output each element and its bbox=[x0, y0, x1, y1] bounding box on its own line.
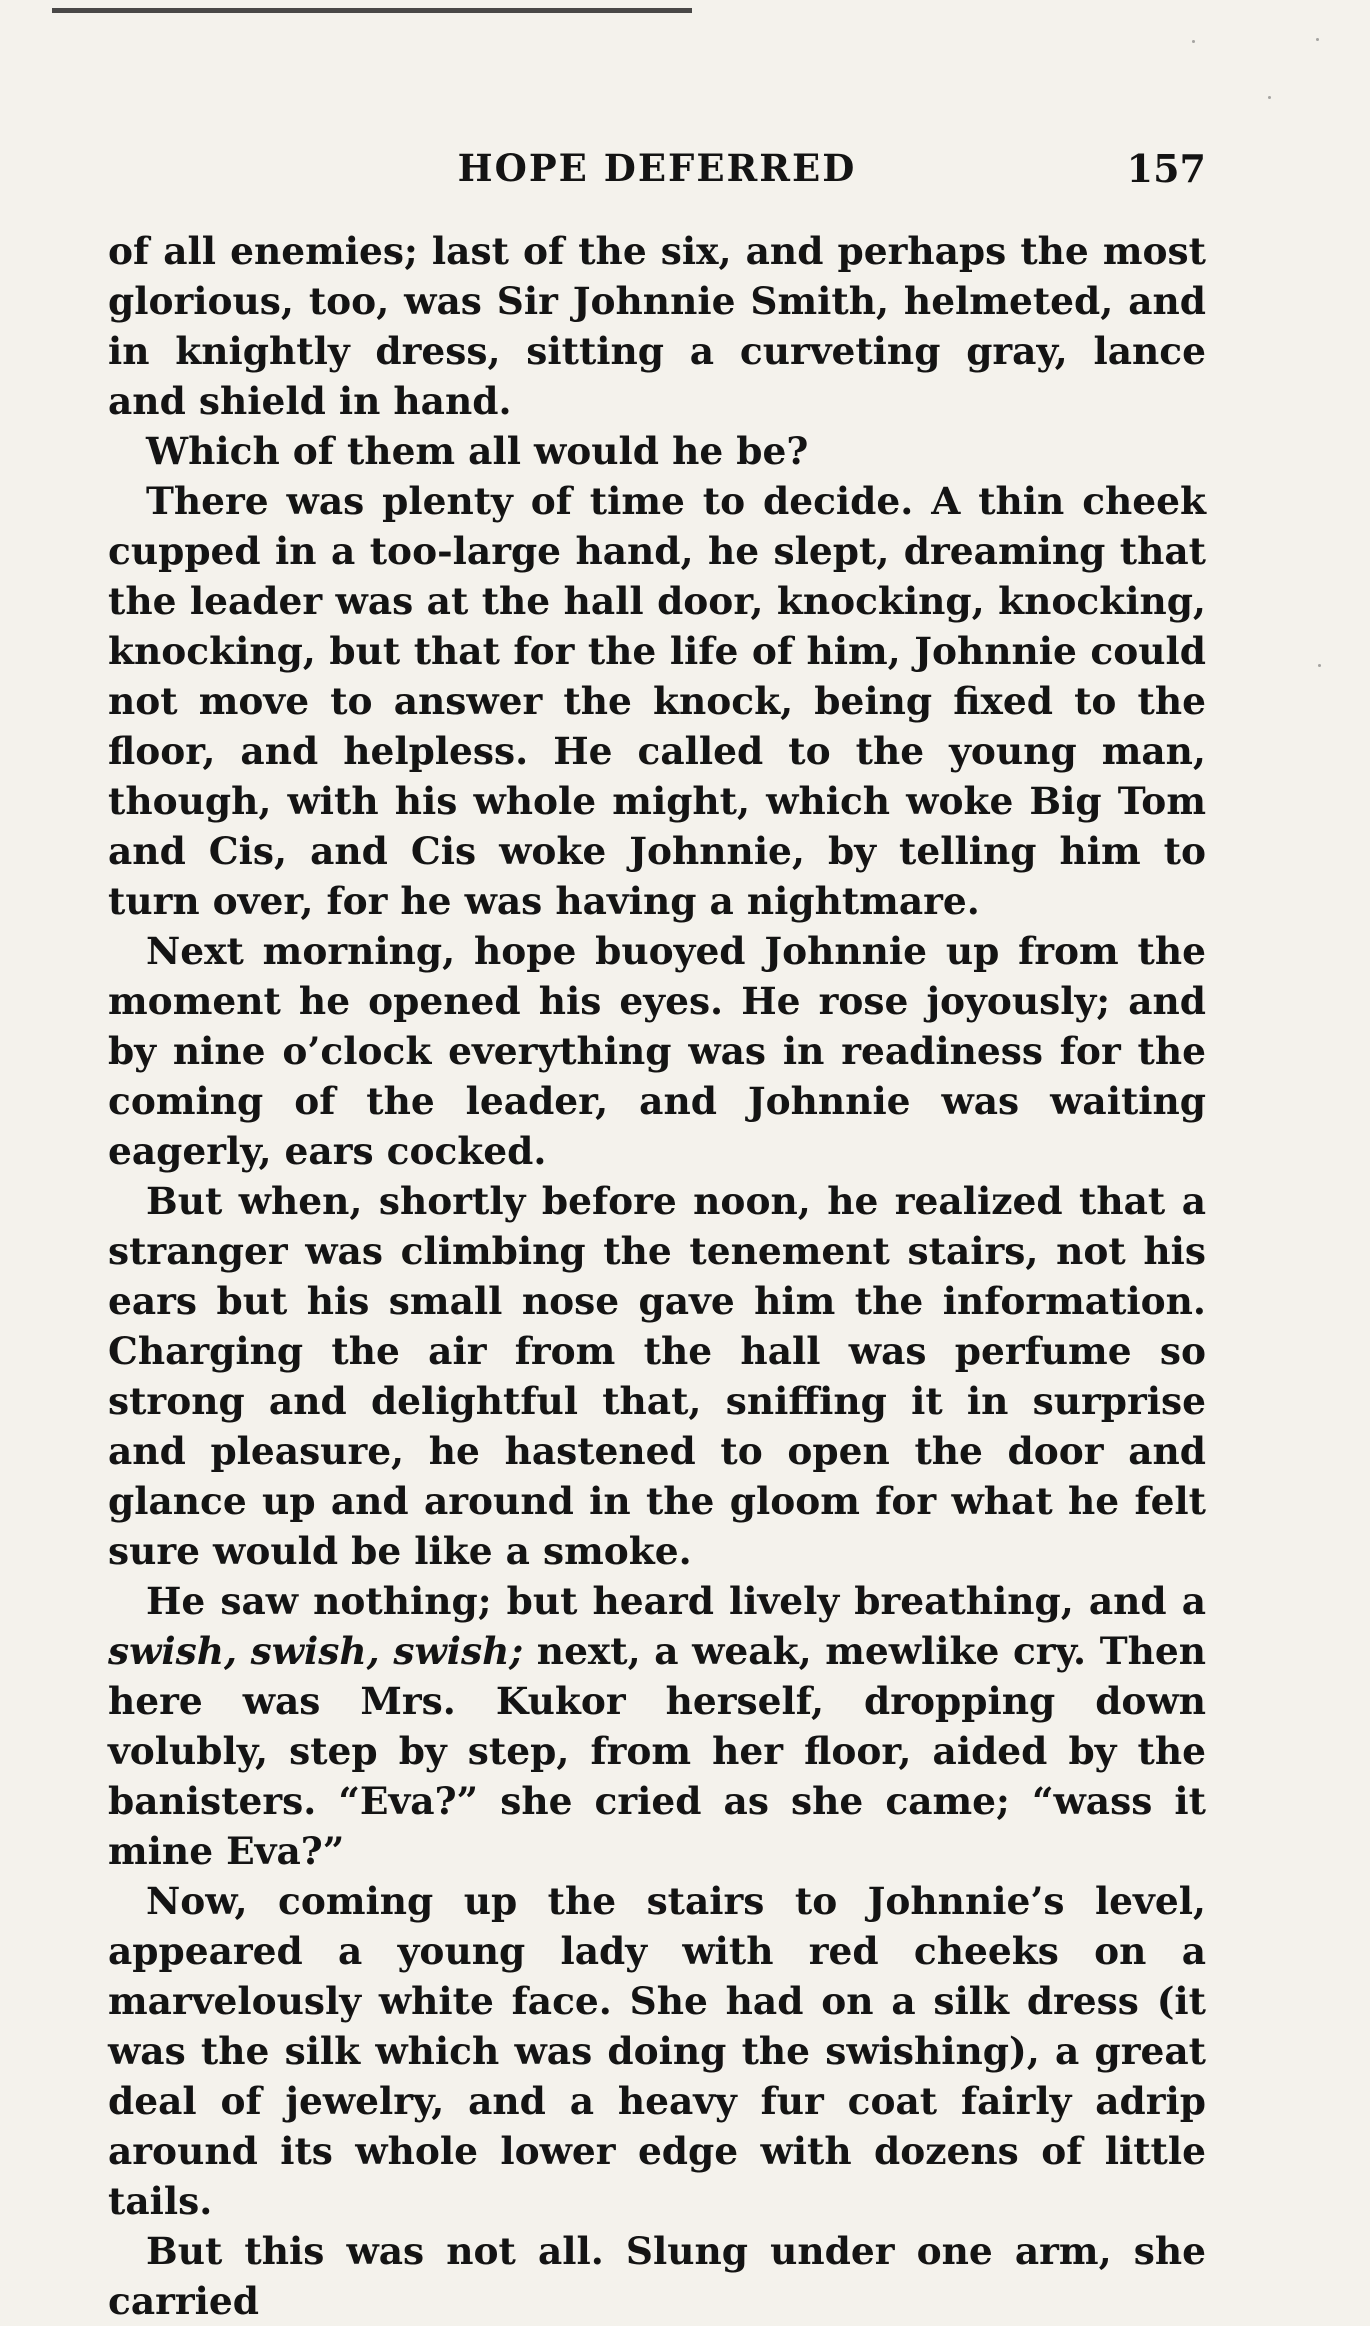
running-head bbox=[108, 140, 1206, 204]
paragraph-text: But this was not all. Slung under one arm, she carried bbox=[108, 2229, 1206, 2323]
paragraph-text: But when, shortly before noon, he realized that a stranger was climbing the tenement stairs, not his ears but his small nose gave him the information. Charging the air from the hall was perfume so strong and delightful that, sniffing it in surprise and pleasure, he hastened to open the door and glance up and around in the gloom for what he felt sure would be like a smoke. bbox=[108, 1179, 1206, 1573]
paragraph bbox=[108, 926, 1206, 1176]
paragraph-text: There was plenty of time to decide. A thin cheek cupped in a too-large hand, he slept, dreaming that the leader was at the hall door, knocking, knocking, knocking, but that for the life of him, Johnnie could not move to answer the knock, being fixed to the floor, and helpless. He called to the young man, though, with his whole might, which woke Big Tom and Cis, and Cis woke Johnnie, by telling him to turn over, for he was having a nightmare. bbox=[108, 479, 1206, 923]
paragraph bbox=[108, 426, 1206, 476]
scan-speck bbox=[1316, 38, 1319, 41]
paragraph bbox=[108, 2226, 1206, 2326]
book-page bbox=[108, 140, 1206, 2326]
paragraph-text-italic: swish, swish, swish; bbox=[108, 1629, 524, 1673]
body-text bbox=[108, 226, 1206, 2326]
page-number: 157 bbox=[1126, 146, 1206, 191]
scan-speck bbox=[1192, 40, 1195, 43]
paragraph bbox=[108, 226, 1206, 426]
paragraph-text: Next morning, hope buoyed Johnnie up from the moment he opened his eyes. He rose joyously; and by nine o’clock everything was in readiness for the coming of the leader, and Johnnie was waiting eagerly, ears cocked. bbox=[108, 929, 1206, 1173]
chapter-title: HOPE DEFERRED bbox=[457, 146, 857, 190]
paragraph bbox=[108, 1176, 1206, 1576]
paragraph-text: Now, coming up the stairs to Johnnie’s level, appeared a young lady with red cheeks on a marvelously white face. She had on a silk dress (it was the silk which was doing the swishing), a great deal of jewelry, and a heavy fur coat fairly adrip around its whole lower edge with dozens of little tails. bbox=[108, 1879, 1206, 2223]
paragraph bbox=[108, 1576, 1206, 1876]
paragraph-text: next, a weak, mewlike cry. Then here was Mrs. Kukor herself, dropping down volubly, step by step, from her floor, aided by the banisters. “Eva?” she cried as she came; “wass it mine Eva?” bbox=[108, 1629, 1206, 1873]
scan-edge-rule bbox=[52, 8, 692, 13]
scan-speck bbox=[1318, 664, 1321, 667]
paragraph-text: of all enemies; last of the six, and perhaps the most glorious, too, was Sir Johnnie Smith, helmeted, and in knightly dress, sitting a curveting gray, lance and shield in hand. bbox=[108, 229, 1206, 423]
paragraph-text: Which of them all would he be? bbox=[146, 429, 809, 473]
scan-speck bbox=[1268, 96, 1271, 99]
paragraph bbox=[108, 1876, 1206, 2226]
paragraph bbox=[108, 476, 1206, 926]
paragraph-text: He saw nothing; but heard lively breathing, and a bbox=[146, 1579, 1206, 1623]
